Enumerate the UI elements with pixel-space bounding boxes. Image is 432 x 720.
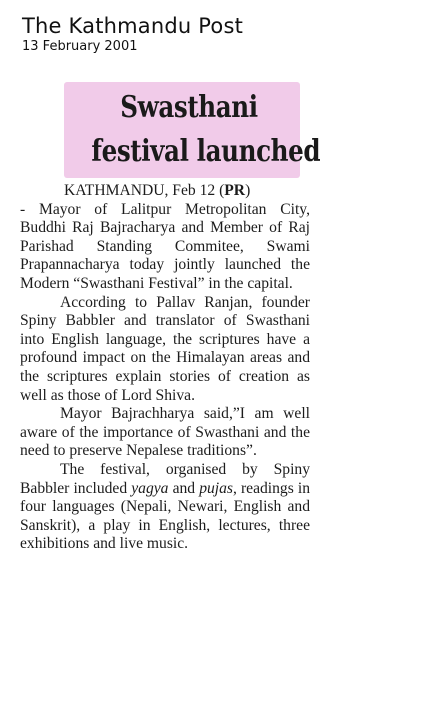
newspaper-clipping [20, 80, 321, 554]
paragraph-4-text-a: The festival, organised by Spiny Babbler included [20, 460, 310, 497]
publication-date: 13 February 2001 [22, 39, 138, 54]
paragraph-1-text: - Mayor of Lalitpur Metropolitan City, Buddhi Raj Bajracharya and Member of Raj Parishad Standing Commitee, Swami Prapannacharya today jointly launched the Modern “Swasthani Festival” in the capital. [20, 200, 310, 292]
newspaper-name: The Kathmandu Post [22, 14, 244, 38]
source-open: ( [219, 182, 225, 199]
masthead [22, 14, 243, 55]
paragraph-4-text-e: , readings in four languages (Nepali, Newari, English and Sanskrit), a play in English, lectures, three exhibitions and live music. [20, 479, 311, 553]
article-paragraph-3: Mayor Bajrachharya said,”I am well aware of the importance of Swasthani and the need to preserve Nepalese traditions”. [20, 405, 310, 460]
paragraph-4-text-c: and [168, 479, 200, 497]
headline-block [70, 80, 321, 180]
article-body [20, 182, 310, 554]
source-tag: PR [224, 182, 246, 199]
source-close: ) [245, 182, 251, 199]
dateline: KATHMANDU, Feb 12 [64, 182, 216, 199]
dateline-row [20, 182, 310, 201]
article-paragraph-1 [20, 182, 310, 294]
paragraph-4-yagya: yagya [131, 479, 169, 497]
article-paragraph-2: According to Pallav Ranjan, founder Spiny Babbler and translator of Swasthani into English language, the scriptures have a profound impact on the Himalayan areas and the scriptures explain stories of creation as well as those of Lord Shiva. [20, 293, 310, 404]
headline-line-2: festival launched [91, 134, 321, 169]
article-paragraph-4 [20, 461, 310, 554]
headline-line-1: Swasthani [120, 90, 258, 125]
paragraph-4-pujas: pujas [199, 479, 233, 497]
headline [91, 80, 321, 174]
